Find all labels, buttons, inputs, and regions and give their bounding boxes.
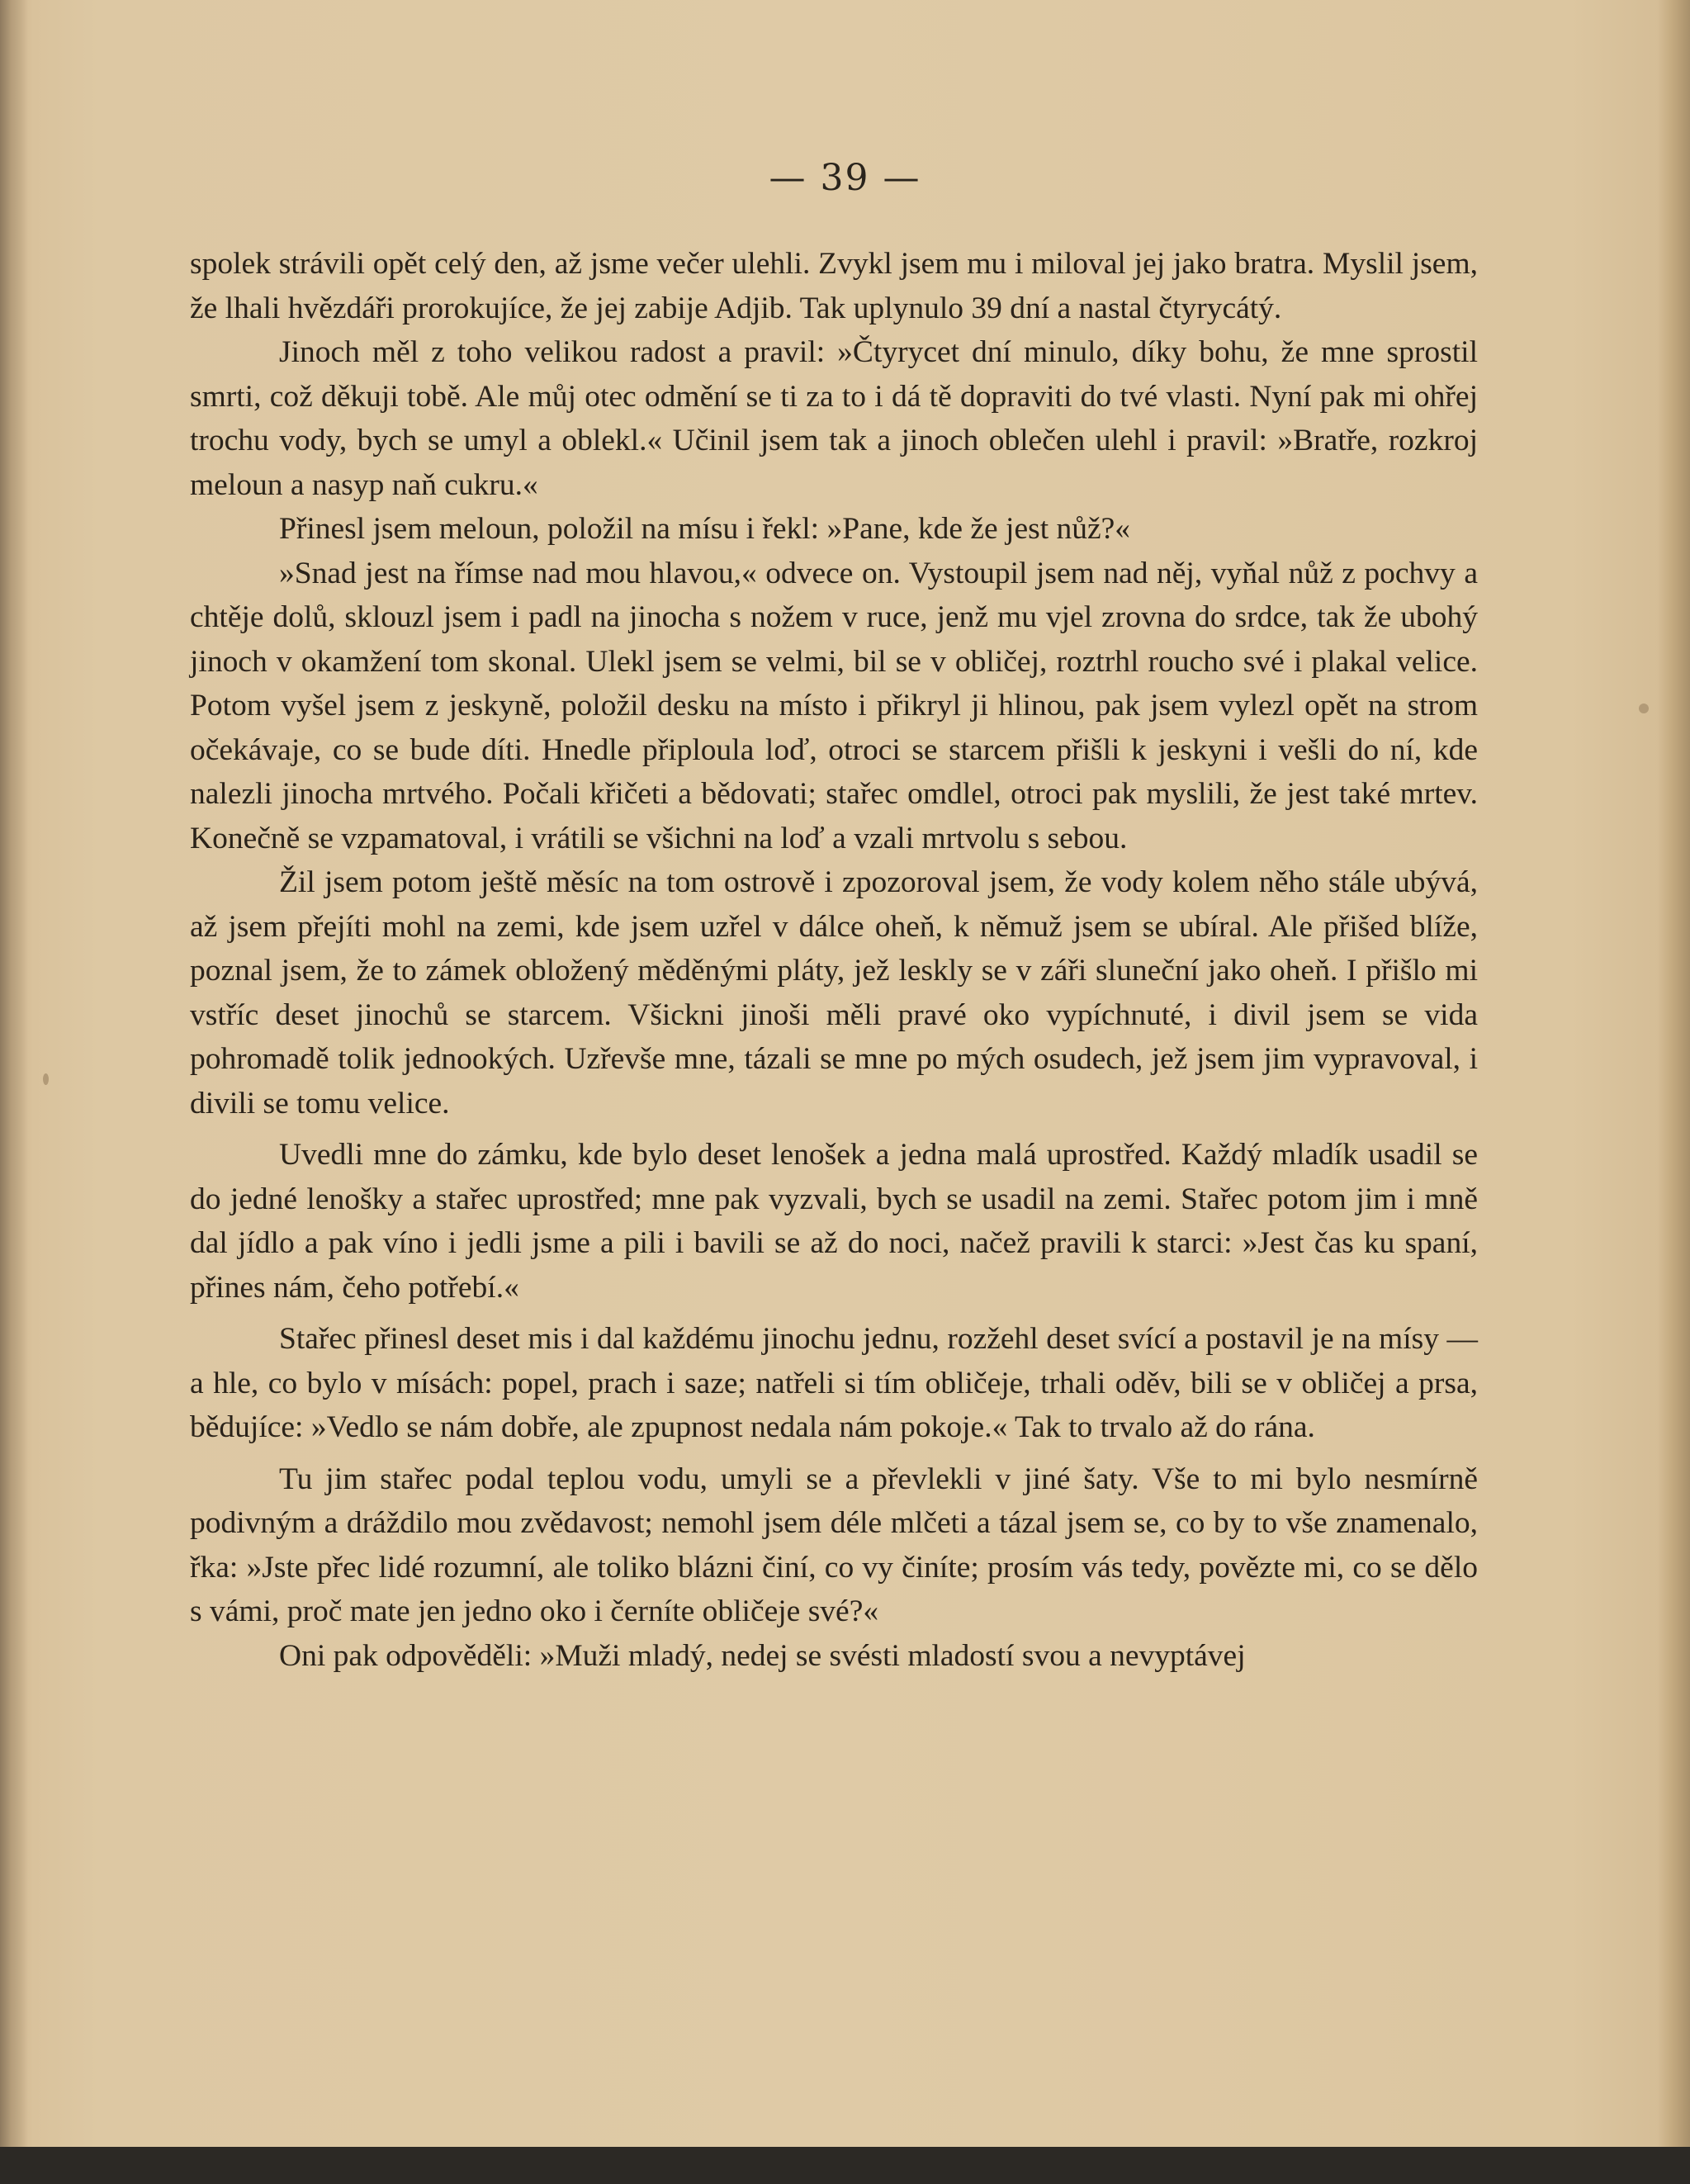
- scan-border: [0, 2147, 1690, 2184]
- paragraph: Uvedli mne do zámku, kde bylo deset lenošek a jedna malá uprostřed. Každý mladík usadil se do jedné lenošky a stařec uprostřed; mne pak vyzvali, bych se usadil na zemi. Stařec potom jim i mně dal jídlo a pak víno i jedli jsme a pili i bavili se až do noci, načež pravili k starci: »Jest čas ku spaní, přines nám, čeho potřebí.«: [190, 1138, 1478, 1305]
- paragraph: Jinoch měl z toho velikou radost a pravil: »Čtyrycet dní minulo, díky bohu, že mne sprostil smrti, což děkuji tobě. Ale můj otec odmění se ti za to i dá tě dopraviti do tvé vlasti. Nyní pak mi ohřej trochu vody, bych se umyl a oblekl.« Učinil jsem tak a jinoch oblečen ulehl i pravil: »Bratře, rozkroj meloun a nasyp naň cukru.«: [190, 335, 1478, 502]
- page-edge: [1658, 0, 1690, 2147]
- paragraph: Stařec přinesl deset mis i dal každému jinochu jednu, rozžehl deset svící a postavil je na mísy — a hle, co bylo v mísách: popel, prach i saze; natřeli si tím obličeje, trhali oděv, bili se v obličej a prsa, bědujíce: »Vedlo se nám dobře, ale zpupnost nedala nám pokoje.« Tak to trvalo až do rána.: [190, 1322, 1478, 1444]
- paragraph: Tu jim stařec podal teplou vodu, umyli se a převlekli v jiné šaty. Vše to mi bylo nesmírně podivným a dráždilo mou zvědavost; nemohl jsem déle mlčeti a tázal jsem se, co by to vše znamenalo, řka: »Jste přec lidé rozumní, ale toliko blázni činí, co vy činíte; prosím vás tedy, povězte mi, co se dělo s vámi, proč mate jen jedno oko i černíte obličeje své?«: [190, 1462, 1478, 1628]
- body-text: [190, 242, 1478, 1678]
- paragraph: Žil jsem potom ještě měsíc na tom ostrově i zpozoroval jsem, že vody kolem něho stále ubývá, až jsem přejíti mohl na zemi, kde jsem uzřel v dálce oheň, k němuž jsem se ubíral. Ale přišed blíže, poznal jsem, že to zámek obložený měděnými pláty, jež leskly se v záři sluneční jako oheň. I přišlo mi vstříc deset jinochů se starcem. Všickni jinoši měli pravé oko vypíchnuté, i divil jsem se vida pohromadě tolik jednookých. Uzřevše mne, tázali se mne po mých osudech, jež jsem jim vypravoval, i divili se tomu velice.: [190, 865, 1478, 1120]
- paragraph: Oni pak odpověděli: »Muži mladý, nedej se svésti mladostí svou a nevyptávej: [279, 1638, 1246, 1673]
- binding-shadow: [0, 0, 28, 2184]
- paragraph: Přinesl jsem meloun, položil na mísu i řekl: »Pane, kde že jest nůž?«: [279, 512, 1131, 546]
- paper-speck: [43, 1073, 49, 1085]
- paragraph: spolek strávili opět celý den, až jsme večer ulehli. Zvykl jsem mu i miloval jej jako bratra. Myslil jsem, že lhali hvězdáři prorokujíce, že jej zabije Adjib. Tak uplynulo 39 dní a nastal čtyrycátý.: [190, 247, 1478, 325]
- page-number: — 39 —: [769, 157, 921, 199]
- paragraph: »Snad jest na římse nad mou hlavou,« odvece on. Vystoupil jsem nad něj, vyňal nůž z pochvy a chtěje dolů, sklouzl jsem i padl na jinocha s nožem v ruce, jenž mu vjel zrovna do srdce, tak že ubohý jinoch v okamžení tom skonal. Ulekl jsem se velmi, bil se v obličej, roztrhl roucho své i plakal velice. Potom vyšel jsem z jeskyně, položil desku na místo i přikryl ji hlinou, pak jsem vylezl opět na strom očekávaje, co se bude díti. Hnedle připloula loď, otroci se starcem přišli k jeskyni i vešli do ní, kde nalezli jinocha mrtvého. Počali křičeti a bědovati; stařec omdlel, otroci pak myslili, že jest také mrtev. Konečně se vzpamatoval, i vrátili se všichni na loď a vzali mrtvolu s sebou.: [190, 556, 1478, 855]
- paper-speck: [1639, 704, 1649, 713]
